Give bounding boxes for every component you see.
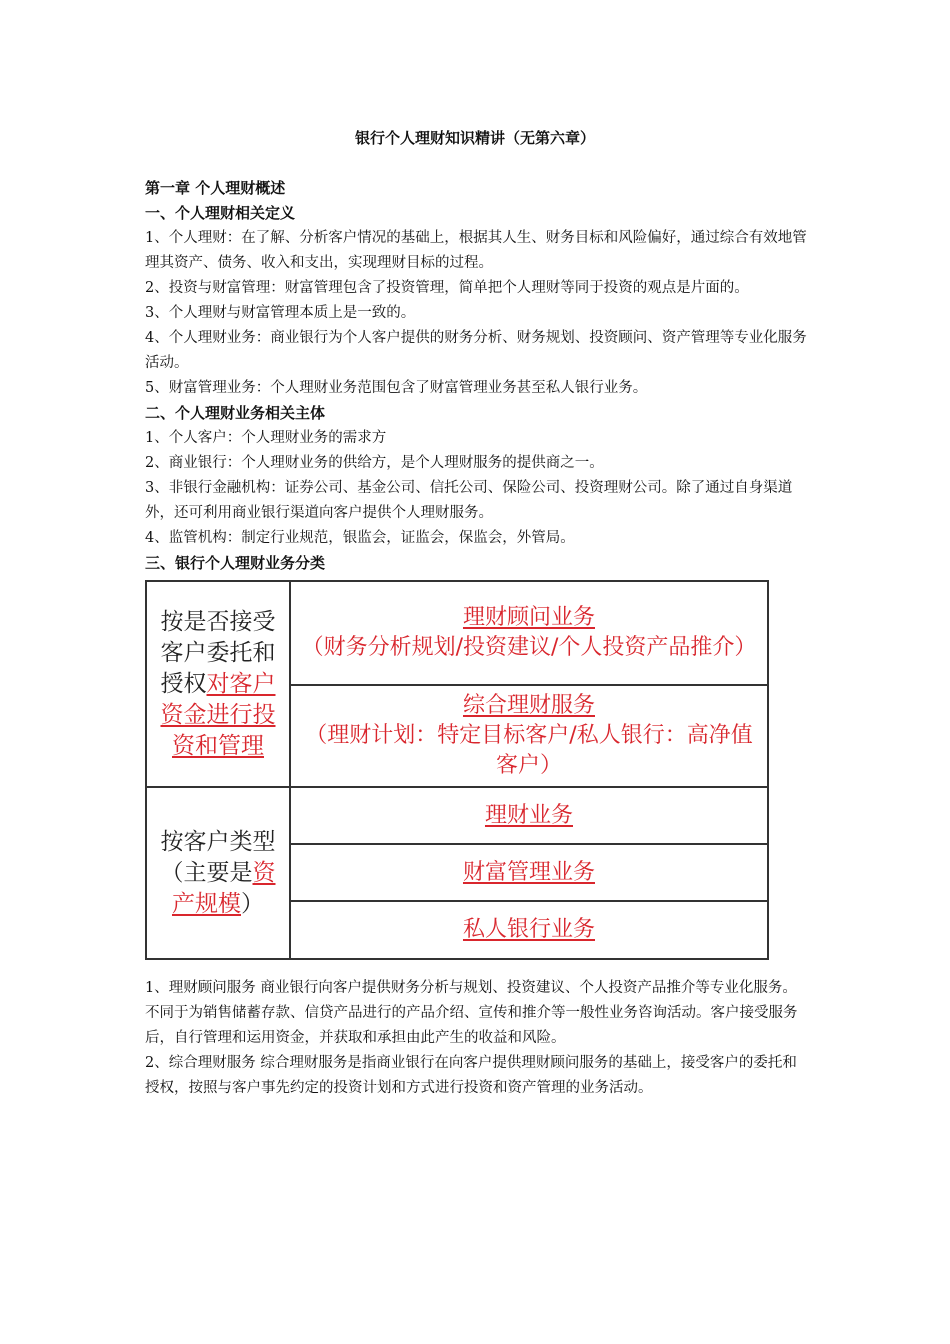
paragraph: 1、个人理财：在了解、分析客户情况的基础上，根据其人生、财务目标和风险偏好，通过综合有效地管理其资产、债务、收入和支出，实现理财目标的过程。 xyxy=(145,230,807,271)
cell-desc: （财务分析规划/投资建议/个人投资产品推介） xyxy=(301,635,757,660)
paragraph: 1、理财顾问服务 商业银行向客户提供财务分析与规划、投资建议、个人投资产品推介等专业化服务。不同于为销售储蓄存款、信贷产品进行的产品介绍、宣传和推介等一般性业务咨询活动。客户接受服务后，自行管理和运用资金，并获取和承担由此产生的收益和风险。 xyxy=(145,980,798,1046)
cell-comprehensive-service xyxy=(290,685,768,787)
group-cell-customer-type xyxy=(146,787,290,959)
cell-wealth-management xyxy=(290,844,768,901)
section-heading-2: 二、个人理财业务相关主体 xyxy=(145,404,326,422)
section-heading-1: 一、个人理财相关定义 xyxy=(145,204,296,222)
classification-figure xyxy=(145,580,769,958)
cell-wealth-mgmt-row xyxy=(290,787,768,844)
paragraph: 2、投资与财富管理：财富管理包含了投资管理，简单把个人理财等同于投资的观点是片面的。 xyxy=(145,280,749,296)
paragraph: 2、商业银行：个人理财业务的供给方，是个人理财服务的提供商之一。 xyxy=(145,455,604,471)
group-label-customer-type: 按客户类型（主要是 xyxy=(160,828,276,886)
group-label-close-paren: ） xyxy=(241,890,264,917)
paragraph: 3、个人理财与财富管理本质上是一致的。 xyxy=(145,305,416,321)
cell-title: 理财顾问业务 xyxy=(462,605,595,630)
group-label-authorization: 按是否接受客户委托和授权 xyxy=(160,608,276,697)
cell-title: 财富管理业务 xyxy=(462,859,595,885)
group-label-authorization-highlight: 对客户资金进行投资和管理 xyxy=(160,670,276,759)
paragraph: 4、个人理财业务：商业银行为个人客户提供的财务分析、财务规划、投资顾问、资产管理等专业化服务活动。 xyxy=(145,330,807,371)
cell-title: 私人银行业务 xyxy=(462,917,595,942)
paragraph: 4、监管机构：制定行业规范，银监会，证监会，保监会，外管局。 xyxy=(145,530,575,546)
cell-private-banking xyxy=(290,901,768,959)
group-label-customer-type-highlight: 资产规模 xyxy=(172,859,276,917)
classification-table xyxy=(145,580,769,960)
cell-desc: （理财计划：特定目标客户/私人银行：高净值客户） xyxy=(305,723,753,778)
paragraph: 2、综合理财服务 综合理财服务是指商业银行在向客户提供理财顾问服务的基础上，接受客户的委托和授权，按照与客户事先约定的投资计划和方式进行投资和资产管理的业务活动。 xyxy=(145,1055,797,1096)
chapter-heading: 第一章 个人理财概述 xyxy=(145,179,286,197)
cell-advisory-service xyxy=(290,581,768,685)
group-cell-authorization xyxy=(146,581,290,787)
paragraph: 5、财富管理业务：个人理财业务范围包含了财富管理业务甚至私人银行业务。 xyxy=(145,380,648,396)
document-title: 银行个人理财知识精讲（无第六章） xyxy=(354,129,595,147)
paragraph: 3、非银行金融机构：证券公司、基金公司、信托公司、保险公司、投资理财公司。除了通过自身渠道外，还可利用商业银行渠道向客户提供个人理财服务。 xyxy=(145,480,793,521)
document-body xyxy=(145,176,809,1101)
cell-title: 理财业务 xyxy=(484,802,573,828)
cell-title: 综合理财服务 xyxy=(462,693,595,718)
section-heading-3: 三、银行个人理财业务分类 xyxy=(145,554,326,572)
paragraph: 1、个人客户：个人理财业务的需求方 xyxy=(145,430,387,446)
